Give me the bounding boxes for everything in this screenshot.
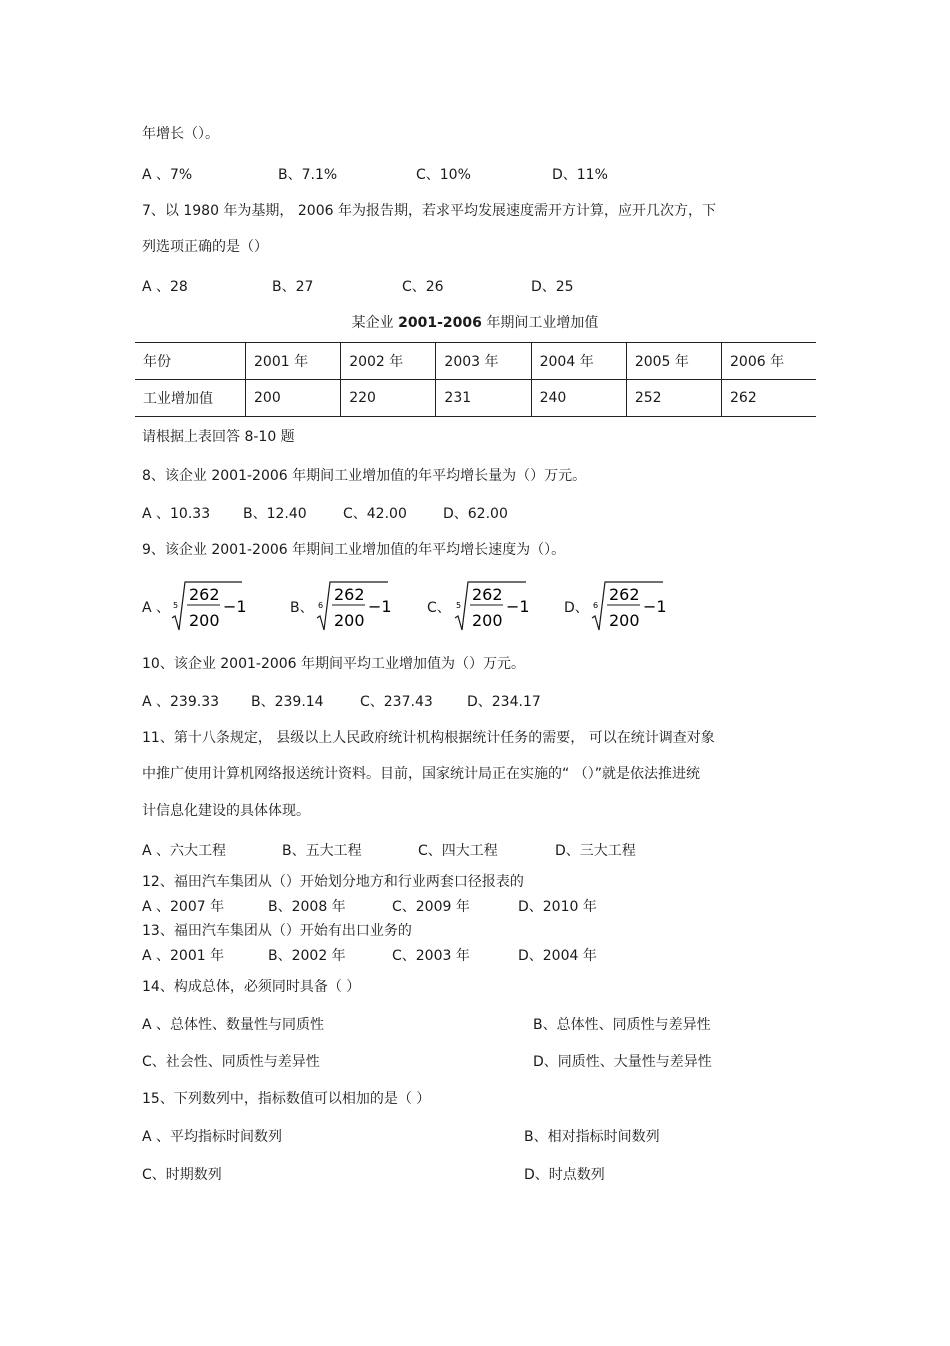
- numerator: 262: [334, 585, 365, 604]
- table-note: 请根据上表回答 8-10 题: [142, 429, 295, 445]
- q11-stem-line2: 中推广使用计算机网络报送统计资料。目前，国家统计局正在实施的“ （）”就是依法推进统: [142, 766, 700, 782]
- option-label: A 、: [142, 600, 171, 616]
- q9-option-c[interactable]: [427, 580, 547, 632]
- q15-option-c[interactable]: C、时期数列: [142, 1167, 222, 1183]
- q13-option-c[interactable]: C、2003 年: [392, 948, 470, 964]
- option-label: D、: [564, 600, 589, 616]
- denominator: 200: [609, 611, 640, 630]
- minus-one: −1: [643, 597, 667, 616]
- table-cell: 2004 年: [531, 343, 626, 380]
- q14-stem: 14、构成总体，必须同时具备（ ）: [142, 979, 361, 995]
- q10-option-c[interactable]: C、237.43: [360, 694, 433, 710]
- q12-option-a[interactable]: A 、2007 年: [142, 899, 225, 915]
- q15-stem: 15、下列数列中，指标数值可以相加的是（ ）: [142, 1091, 431, 1107]
- table-cell: 2001 年: [246, 343, 341, 380]
- q10-stem: 10、该企业 2001-2006 年期间平均工业增加值为（）万元。: [142, 656, 526, 672]
- table-title-prefix: 某企业: [351, 315, 394, 331]
- q10-option-d[interactable]: D、234.17: [467, 694, 541, 710]
- minus-one: −1: [368, 597, 392, 616]
- table-cell: 工业增加值: [135, 380, 246, 417]
- table-title-suffix: 年期间工业增加值: [486, 315, 599, 331]
- denominator: 200: [189, 611, 220, 630]
- q12-option-c[interactable]: C、2009 年: [392, 899, 470, 915]
- q10-option-a[interactable]: A 、239.33: [142, 694, 220, 710]
- q14-option-c[interactable]: C、社会性、同质性与差异性: [142, 1054, 320, 1070]
- q12-option-b[interactable]: B、2008 年: [268, 899, 346, 915]
- q14-option-d[interactable]: D、同质性、大量性与差异性: [533, 1054, 712, 1070]
- q13-option-b[interactable]: B、2002 年: [268, 948, 346, 964]
- root-index: 6: [593, 601, 599, 610]
- q11-option-a[interactable]: A 、六大工程: [142, 843, 227, 859]
- q9-option-d[interactable]: [564, 580, 684, 632]
- q12-option-d[interactable]: D、2010 年: [518, 899, 597, 915]
- q6-option-b[interactable]: B、7.1%: [278, 167, 338, 183]
- option-label: C、: [427, 600, 451, 616]
- q9-stem: 9、该企业 2001-2006 年期间工业增加值的年平均增长速度为（）。: [142, 542, 566, 558]
- table-title-years: 2001-2006: [398, 315, 482, 331]
- q13-option-a[interactable]: A 、2001 年: [142, 948, 225, 964]
- q11-option-c[interactable]: C、四大工程: [418, 843, 498, 859]
- q11-stem-line1: 11、第十八条规定， 县级以上人民政府统计机构根据统计任务的需要， 可以在统计调查对象: [142, 730, 715, 746]
- q9-option-a[interactable]: [142, 580, 262, 632]
- q7-option-c[interactable]: C、26: [402, 279, 444, 295]
- q7-option-d[interactable]: D、25: [531, 279, 574, 295]
- nth-root-formula-icon: [564, 580, 684, 632]
- table-title: [0, 314, 950, 332]
- q8-option-c[interactable]: C、42.00: [343, 506, 407, 522]
- q7-option-a[interactable]: A 、28: [142, 279, 188, 295]
- minus-one: −1: [506, 597, 530, 616]
- q15-option-d[interactable]: D、时点数列: [524, 1167, 605, 1183]
- denominator: 200: [334, 611, 365, 630]
- q6-option-a[interactable]: A 、7%: [142, 167, 193, 183]
- q9-option-b[interactable]: [290, 580, 410, 632]
- table-cell: 年份: [135, 343, 246, 380]
- q14-option-b[interactable]: B、总体性、同质性与差异性: [533, 1017, 711, 1033]
- table-cell: 220: [341, 380, 436, 417]
- table-cell: 240: [531, 380, 626, 417]
- q6-stem-tail: 年增长（）。: [142, 126, 219, 142]
- q13-option-d[interactable]: D、2004 年: [518, 948, 597, 964]
- q8-stem: 8、该企业 2001-2006 年期间工业增加值的年平均增长量为（）万元。: [142, 468, 587, 484]
- table-cell: 2003 年: [436, 343, 531, 380]
- q11-option-d[interactable]: D、三大工程: [555, 843, 636, 859]
- q6-option-c[interactable]: C、10%: [416, 167, 471, 183]
- q15-option-b[interactable]: B、相对指标时间数列: [524, 1129, 660, 1145]
- table-row: [135, 380, 816, 417]
- root-index: 5: [456, 601, 462, 610]
- table-cell: 252: [626, 380, 721, 417]
- industry-value-table: [135, 342, 816, 417]
- q7-stem-line1: 7、以 1980 年为基期， 2006 年为报告期，若求平均发展速度需开方计算，应开几次方，下: [142, 203, 716, 219]
- table-cell: 2006 年: [722, 343, 816, 380]
- table-cell: 2002 年: [341, 343, 436, 380]
- nth-root-formula-icon: [142, 580, 262, 632]
- table-cell: 231: [436, 380, 531, 417]
- numerator: 262: [189, 585, 220, 604]
- q12-stem: 12、福田汽车集团从（）开始划分地方和行业两套口径报表的: [142, 874, 524, 890]
- q8-option-d[interactable]: D、62.00: [443, 506, 508, 522]
- table-cell: 262: [722, 380, 816, 417]
- denominator: 200: [472, 611, 503, 630]
- numerator: 262: [472, 585, 503, 604]
- q8-option-b[interactable]: B、12.40: [243, 506, 307, 522]
- option-label: B、: [290, 600, 314, 616]
- q14-option-a[interactable]: A 、总体性、数量性与同质性: [142, 1017, 325, 1033]
- q10-option-b[interactable]: B、239.14: [251, 694, 324, 710]
- q15-option-a[interactable]: A 、平均指标时间数列: [142, 1129, 283, 1145]
- minus-one: −1: [223, 597, 247, 616]
- table-cell: 2005 年: [626, 343, 721, 380]
- q11-stem-line3: 计信息化建设的具体体现。: [142, 803, 310, 819]
- q13-stem: 13、福田汽车集团从（）开始有出口业务的: [142, 923, 412, 939]
- q8-option-a[interactable]: A 、10.33: [142, 506, 211, 522]
- table-cell: 200: [246, 380, 341, 417]
- numerator: 262: [609, 585, 640, 604]
- table-header-row: [135, 343, 816, 380]
- root-index: 6: [318, 601, 324, 610]
- q7-stem-line2: 列选项正确的是（）: [142, 239, 268, 255]
- nth-root-formula-icon: [427, 580, 547, 632]
- nth-root-formula-icon: [290, 580, 410, 632]
- root-index: 5: [173, 601, 179, 610]
- q6-option-d[interactable]: D、11%: [552, 167, 608, 183]
- q11-option-b[interactable]: B、五大工程: [282, 843, 362, 859]
- q7-option-b[interactable]: B、27: [272, 279, 314, 295]
